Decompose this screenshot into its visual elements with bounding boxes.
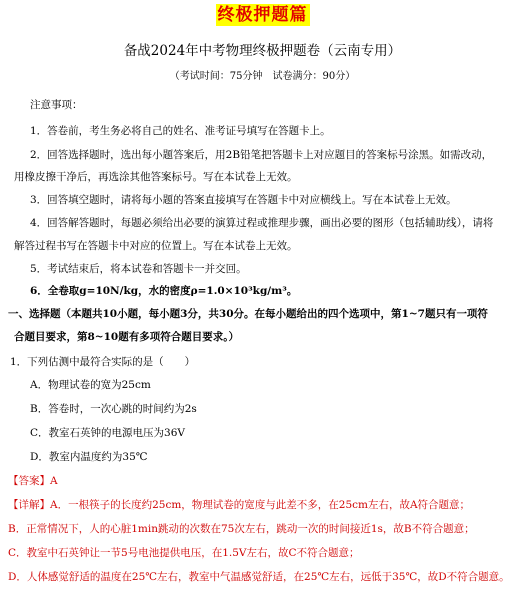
notes-heading: 注意事项： — [30, 99, 83, 111]
note-item: 解答过程书写在答题卡中对应的位置上。写在本试卷上无效。 — [14, 240, 298, 252]
note-item: 5．考试结束后，将本试卷和答题卡一并交回。 — [30, 263, 247, 275]
question-option-d: D．教室内温度约为35℃ — [30, 451, 148, 463]
answer-detail: D．人体感觉舒适的温度在25℃左右，教室中气温感觉舒适，在25℃左右，远低于35℃，故D不符合题意。 — [8, 571, 510, 583]
question-option-b: B．答卷时，一次心跳的时间约为2s — [30, 403, 197, 415]
note-item: 6．全卷取g=10N/kg，水的密度ρ=1.0×10³kg/m³。 — [30, 285, 298, 297]
note-item: 用橡皮擦干净后，再选涂其他答案标号。写在本试卷上无效。 — [14, 171, 298, 183]
answer-detail: 【详解】A．一根筷子的长度约25cm，物理试卷的宽度与此差不多，在25cm左右，故A符合题意； — [8, 499, 471, 511]
answer-detail: C．教室中石英钟让一节5号电池提供电压，在1.5V左右，故C不符合题意； — [8, 547, 360, 559]
banner — [0, 4, 525, 26]
note-item: 4．回答解答题时，每题必须给出必要的演算过程或推理步骤，画出必要的图形（包括辅助线），请将 — [30, 217, 494, 229]
question-option-c: C．教室石英钟的电源电压为36V — [30, 427, 185, 439]
note-item: 2．回答选择题时，选出每小题答案后，用2B铅笔把答题卡上对应题目的答案标号涂黑。如需改动， — [30, 149, 493, 161]
page-title: 备战2024年中考物理终极押题卷（云南专用） — [123, 43, 402, 59]
question-stem: 1．下列估测中最符合实际的是（ ） — [10, 356, 196, 368]
question-option-a: A．物理试卷的宽为25cm — [30, 379, 151, 391]
note-item: 3．回答填空题时，请将每小题的答案直接填写在答题卡中对应横线上。写在本试卷上无效。 — [30, 194, 457, 206]
answer-detail: B．正常情况下，人的心脏1min跳动的次数在75次左右，跳动一次的时间接近1s，故B不符合题意； — [8, 523, 475, 535]
banner-text: 终极押题篇 — [217, 5, 308, 25]
section-heading-cont: 合题目要求，第8~10题有多项符合题目要求。） — [14, 331, 239, 343]
section-heading: 一、选择题（本题共10小题，每小题3分，共30分。在每小题给出的四个选项中，第1~7题只有一项符 — [8, 308, 488, 320]
answer-label: 【答案】A — [8, 475, 58, 487]
note-item: 1．答卷前，考生务必将自己的姓名、准考证号填写在答题卡上。 — [30, 125, 331, 137]
exam-info: （考试时间：75分钟 试卷满分：90分） — [169, 71, 356, 82]
